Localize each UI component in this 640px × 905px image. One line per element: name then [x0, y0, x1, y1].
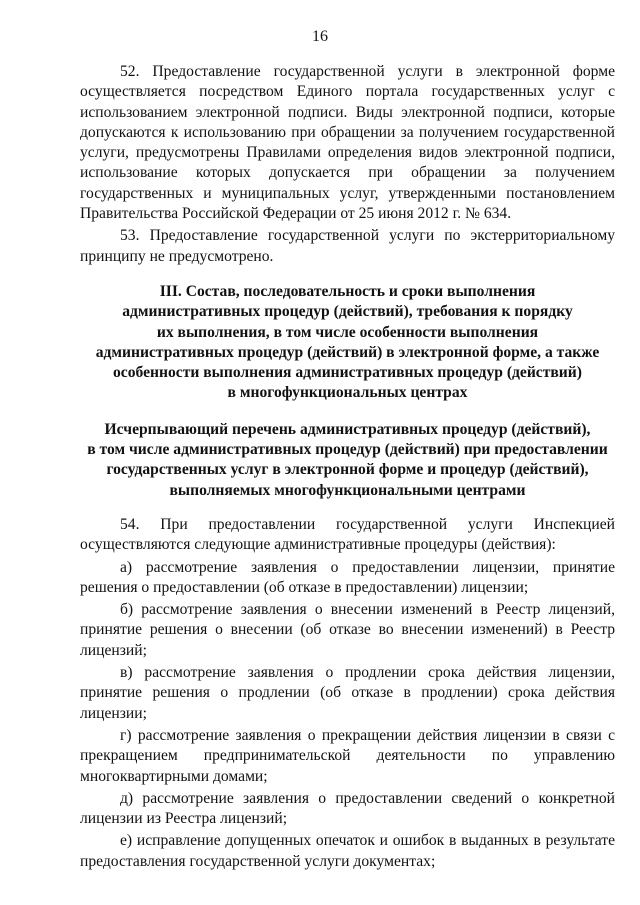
subsection-heading-line: государственных услуг в электронной форме и процедур (действий), — [106, 461, 589, 479]
list-item-e: е) исправление допущенных опечаток и ошибок в выданных в результате предоставления государственной услуги документах; — [80, 832, 615, 870]
subsection-heading-line: в том числе административных процедур (действий) при предоставлении — [87, 441, 608, 459]
section-heading-line: III. Состав, последовательность и сроки выполнения — [159, 282, 536, 300]
subsection-heading-line: Исчерпывающий перечень административных процедур (действий), — [104, 420, 591, 438]
subsection-heading — [80, 420, 615, 501]
list-item-g: г) рассмотрение заявления о прекращении действия лицензии в связи с прекращением предпринимательской деятельности по управлению многоквартирными домами; — [80, 726, 615, 785]
section-heading — [80, 282, 615, 404]
subsection-heading-line: выполняемых многофункциональными центрами — [169, 481, 526, 499]
section-heading-line: административных процедур (действий), требования к порядку — [122, 303, 573, 321]
section-heading-line: особенности выполнения административных процедур (действий) — [113, 364, 582, 382]
page-number: 16 — [312, 28, 328, 45]
section-heading-line: в многофункциональных центрах — [227, 384, 468, 402]
document-body — [80, 62, 615, 874]
list-item-a: а) рассмотрение заявления о предоставлении лицензии, принятие решения о предоставлении (об отказе в предоставлении) лицензии; — [80, 558, 615, 596]
list-item-v: в) рассмотрение заявления о продлении срока действия лицензии, принятие решения о продлении (об отказе в продлении) срока действия лицензии; — [80, 664, 615, 722]
section-heading-line: их выполнения, в том числе особенности выполнения — [156, 323, 539, 341]
section-heading-line: административных процедур (действий) в электронной форме, а также — [95, 343, 600, 361]
paragraph-54: 54. При предоставлении государственной услуги Инспекцией осуществляются следующие административные процедуры (действия): — [80, 515, 615, 554]
list-item-b: б) рассмотрение заявления о внесении изменений в Реестр лицензий, принятие решения о внесении (об отказе во внесении изменений) в Реестр лицензий; — [80, 601, 615, 659]
paragraph-52: 52. Предоставление государственной услуги в электронной форме осуществляется посредством Единого портала государственных услуг с использованием электронной подписи. Виды электронной подписи, которые допускаются к использованию при обращении за получением государственной услуги, предусмотрены Правилами определения видов электронной подписи, использование которых допускается при обращении за получением государственных и муниципальных услуг, утвержденными постановлением Правительства Российской Федерации от 25 июня 2012 г. № 634. — [80, 63, 615, 223]
paragraph-53: 53. Предоставление государственной услуги по экстерриториальному принципу не предусмотрено. — [80, 227, 615, 265]
list-item-d: д) рассмотрение заявления о предоставлении сведений о конкретной лицензии из Реестра лицензий; — [80, 789, 615, 828]
